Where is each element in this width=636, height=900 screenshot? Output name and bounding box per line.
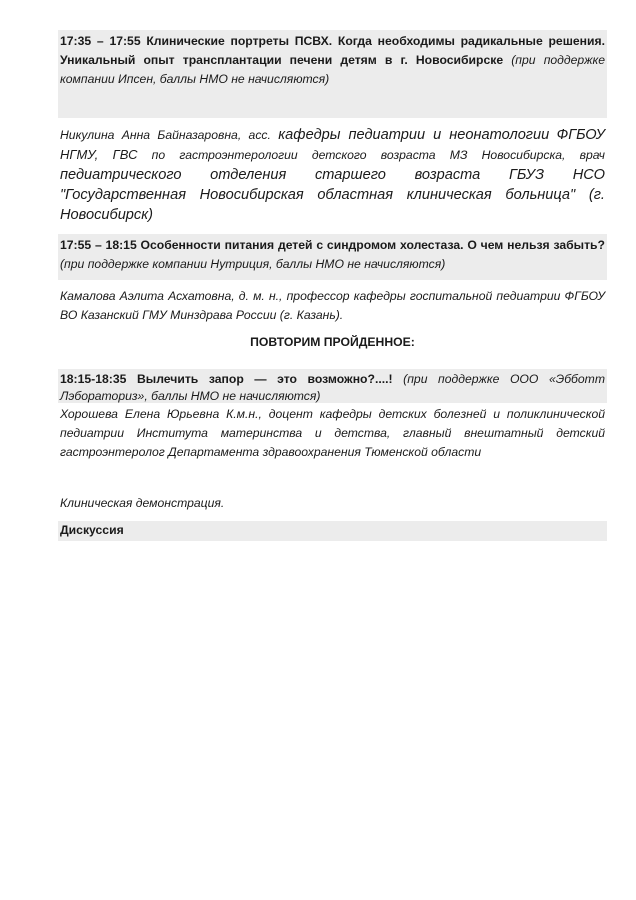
session-3-note: (при поддержке ООО «Эбботт Лэбораториз», баллы НМО не начисляются) [60, 372, 605, 403]
speaker-1-org-a: ФГБОУ [556, 127, 606, 143]
session-2-title: 17:55 – 18:15 Особенности питания детей с синдромом холестаза. О чем нельзя забыть? [60, 238, 605, 252]
speaker-1-org-b: НГМУ, ГВС [60, 147, 138, 162]
session-3-speaker [58, 405, 607, 462]
session-2-header [58, 234, 607, 280]
session-2-speaker [58, 287, 607, 325]
session-3-text [60, 371, 605, 405]
session-2-text [60, 236, 605, 274]
session-3-demo-text: Клиническая демонстрация. [60, 496, 225, 510]
speaker-1-dept: кафедры педиатрии и неонатологии [278, 127, 550, 143]
section-heading [58, 333, 607, 352]
session-3-title: 18:15-18:35 Вылечить запор — это возможно?....! [60, 372, 393, 386]
session-2-speaker-text: Камалова Аэлита Асхатовна, д. м. н., профессор кафедры госпитальной педиатрии ФГБОУ ВО Казанский ГМУ Минздрава России (г. Казань). [60, 289, 605, 322]
speaker-1-role-a: по гастроэнтерологии детского возраста МЗ Новосибирска, [151, 148, 566, 162]
session-2-note: (при поддержке компании Нутриция, баллы НМО не начисляются) [60, 257, 446, 271]
discussion-row [58, 521, 607, 541]
session-1-note: (при поддержке компании Ипсен, баллы НМО не начисляются) [60, 53, 605, 86]
session-1-title: 17:35 – 17:55 Клинические портреты ПСВХ. Когда необходимы радикальные решения. Уникальный опыт трансплантации печени детям в г. Новосибирске [60, 34, 605, 67]
speaker-1-role-b: врач [579, 148, 605, 162]
discussion-text: Дискуссия [60, 523, 124, 537]
session-1-speaker-text [60, 125, 605, 225]
session-3-speaker-text: Хорошева Елена Юрьевна К.м.н., доцент кафедры детских болезней и поликлинической педиатрии Института материнства и детства, главный внештатный детский гастроэнтеролог Департамента здравоохранения Тюменской области [60, 407, 605, 459]
session-1-header [58, 30, 607, 118]
session-1-text [60, 32, 605, 89]
speaker-1-name: Никулина Анна Байназаровна, асс. [60, 128, 271, 142]
section-heading-text: ПОВТОРИМ ПРОЙДЕННОЕ: [250, 335, 415, 349]
session-1-speaker [58, 125, 607, 225]
speaker-1-role-c: педиатрического отделения старшего возраста ГБУЗ НСО "Государственная Новосибирская областная клиническая больница" (г. Новосибирск) [60, 167, 605, 223]
session-3-demo [58, 494, 607, 513]
session-3-header [58, 369, 607, 403]
